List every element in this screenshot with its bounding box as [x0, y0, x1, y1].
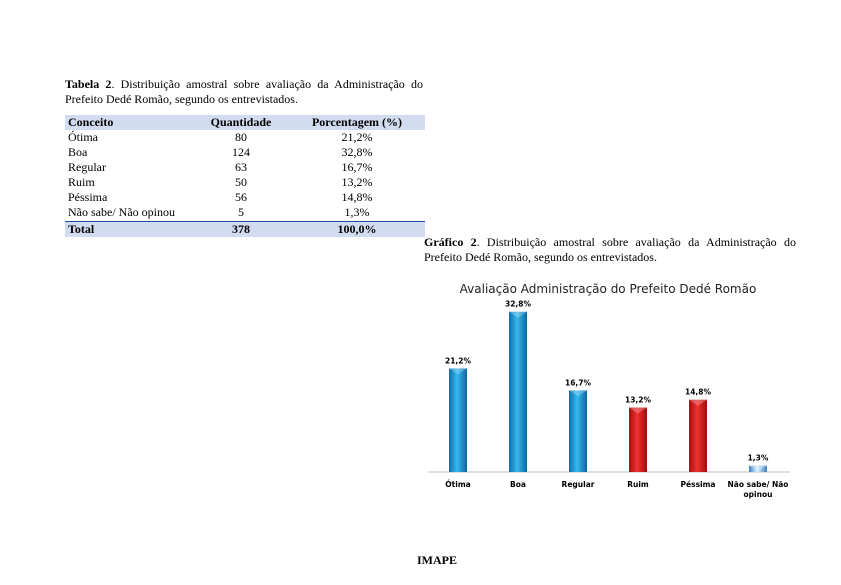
cell-porcentagem: 32,8%: [341, 145, 373, 159]
chart-caption-text: . Distribuição amostral sobre avaliação da Administração do Prefeito Dedé Romão, segundo os entrevistados.: [424, 235, 796, 264]
cell-quantidade: 50: [235, 175, 247, 189]
data-label-ruim: 13,2%: [624, 395, 652, 405]
table-row: [65, 175, 425, 190]
header-porcentagem: Porcentagem (%): [311, 115, 403, 129]
total-quantidade: 378: [193, 222, 289, 238]
cell-conceito: Regular: [68, 160, 106, 174]
category-label-regular: Regular: [561, 480, 595, 489]
cell-quantidade: 124: [232, 145, 250, 159]
bar-boa: [509, 312, 527, 472]
chart-caption: [424, 235, 796, 265]
cell-quantidade: 80: [235, 130, 247, 144]
table-row: [65, 130, 425, 145]
table-caption: [65, 77, 423, 107]
total-porcentagem: 100,0%: [289, 222, 425, 238]
cell-quantidade: 5: [238, 205, 244, 219]
table-header-row: [65, 115, 425, 130]
distribution-table: [65, 115, 425, 237]
cell-porcentagem: 14,8%: [341, 190, 373, 204]
data-label-regular: 16,7%: [564, 378, 592, 388]
data-label-nao-sabe-nao-opinou: 1,3%: [747, 453, 769, 463]
cell-porcentagem: 16,7%: [341, 160, 373, 174]
bars-group: [445, 300, 788, 499]
category-label-nao-sabe-nao-opinou: Não sabe/ Não opinou: [727, 480, 789, 499]
cell-conceito: Ruim: [68, 175, 95, 189]
bar-chart: [424, 270, 814, 510]
table-caption-text: . Distribuição amostral sobre avaliação da Administração do Prefeito Dedé Romão, segundo os entrevistados.: [65, 77, 423, 106]
cell-quantidade: 63: [235, 160, 247, 174]
chart-caption-label: Gráfico 2: [424, 235, 477, 249]
data-label-otima: 21,2%: [444, 356, 472, 366]
bar-otima: [449, 368, 467, 472]
data-label-pessima: 14,8%: [684, 387, 712, 397]
cell-conceito: Não sabe/ Não opinou: [68, 205, 175, 219]
category-label-ruim: Ruim: [627, 480, 649, 489]
chart-title: Avaliação Administração do Prefeito Dedé Romão: [459, 282, 757, 296]
cell-porcentagem: 1,3%: [344, 205, 370, 219]
category-label-boa: Boa: [510, 480, 526, 489]
table-caption-label: Tabela 2: [65, 77, 112, 91]
cell-conceito: Boa: [68, 145, 88, 159]
data-label-boa: 32,8%: [504, 299, 532, 309]
cell-porcentagem: 21,2%: [341, 130, 373, 144]
table-row: [65, 205, 425, 222]
total-label: Total: [65, 222, 193, 238]
table-total-row: [65, 222, 425, 238]
table-row: [65, 145, 425, 160]
table-row: [65, 190, 425, 205]
bar-regular: [569, 390, 587, 472]
header-conceito: Conceito: [68, 115, 114, 129]
cell-conceito: Ótima: [68, 130, 98, 144]
cell-porcentagem: 13,2%: [341, 175, 373, 189]
table-row: [65, 160, 425, 175]
footer-text: IMAPE: [417, 553, 457, 567]
cell-quantidade: 56: [235, 190, 247, 204]
cell-conceito: Péssima: [68, 190, 108, 204]
category-label-otima: Ótima: [445, 480, 471, 489]
bar-ruim: [629, 408, 647, 472]
category-label-pessima: Péssima: [680, 480, 716, 489]
bar-pessima: [689, 400, 707, 472]
header-quantidade: Quantidade: [210, 115, 272, 129]
